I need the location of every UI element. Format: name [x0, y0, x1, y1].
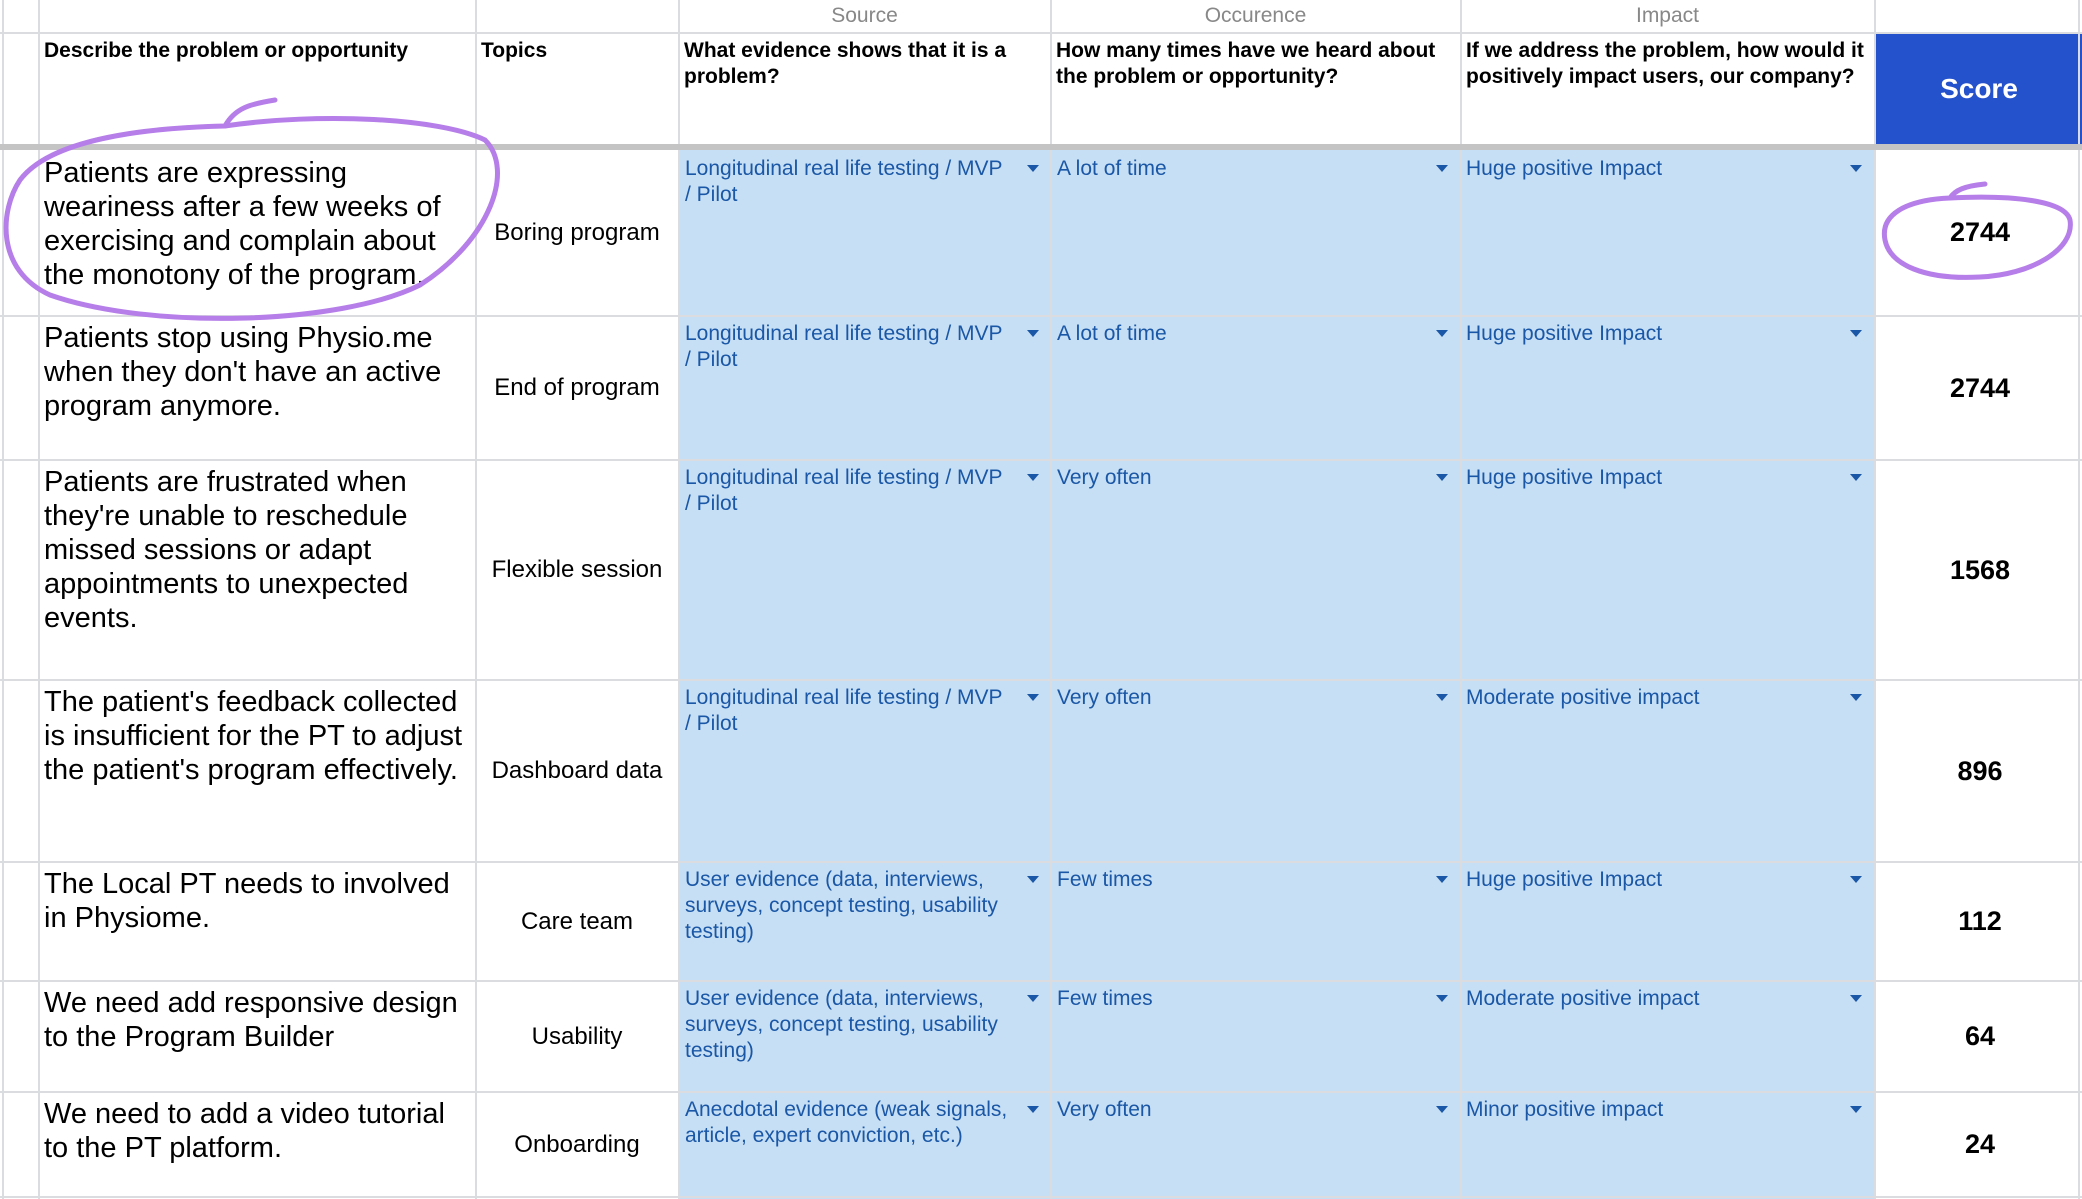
chevron-down-icon[interactable] — [1027, 876, 1039, 883]
chevron-down-icon[interactable] — [1436, 694, 1448, 701]
column-header-evidence[interactable]: What evidence shows that it is a problem? — [684, 39, 1007, 88]
frozen-row-divider[interactable] — [0, 144, 2082, 150]
occurence-dropdown[interactable]: Very often — [1057, 1098, 1152, 1121]
score-cell[interactable]: 64 — [1964, 1021, 1996, 1051]
problem-cell[interactable]: Patients are frustrated when they're unable to reschedule missed sessions or adapt appointments to unexpected events. — [44, 466, 409, 634]
chevron-down-icon[interactable] — [1436, 1106, 1448, 1113]
chevron-down-icon[interactable] — [1027, 474, 1039, 481]
impact-dropdown[interactable]: Minor positive impact — [1466, 1098, 1664, 1121]
occurence-dropdown[interactable]: Few times — [1057, 868, 1153, 891]
chevron-down-icon[interactable] — [1027, 165, 1039, 172]
topic-cell[interactable]: Dashboard data — [491, 757, 663, 784]
evidence-dropdown[interactable]: Longitudinal real life testing / MVP / Pilot — [685, 466, 1003, 515]
problem-cell[interactable]: The patient's feedback collected is insufficient for the PT to adjust the patient's program effectively. — [44, 686, 463, 786]
impact-dropdown[interactable]: Huge positive Impact — [1466, 322, 1663, 345]
chevron-down-icon[interactable] — [1850, 474, 1862, 481]
problem-cell[interactable]: Patients are expressing weariness after a few weeks of exercising and complain about the monotony of the program. — [44, 157, 441, 291]
chevron-down-icon[interactable] — [1850, 694, 1862, 701]
occurence-dropdown[interactable]: Few times — [1057, 987, 1153, 1010]
group-header-impact: Impact — [1635, 4, 1700, 27]
group-header-occurence: Occurence — [1204, 4, 1307, 27]
occurence-dropdown[interactable]: A lot of time — [1057, 322, 1167, 345]
chevron-down-icon[interactable] — [1027, 1106, 1039, 1113]
impact-dropdown[interactable]: Moderate positive impact — [1466, 686, 1700, 709]
column-header-topics[interactable]: Topics — [481, 39, 548, 62]
column-header-problem[interactable]: Describe the problem or opportunity — [44, 39, 409, 62]
column-header-occurence[interactable]: How many times have we heard about the problem or opportunity? — [1056, 39, 1436, 88]
annotation-stroke — [225, 100, 275, 126]
score-cell[interactable]: 2744 — [1949, 217, 2011, 247]
chevron-down-icon[interactable] — [1850, 876, 1862, 883]
impact-dropdown[interactable]: Huge positive Impact — [1466, 157, 1663, 180]
chevron-down-icon[interactable] — [1027, 330, 1039, 337]
evidence-dropdown[interactable]: Anecdotal evidence (weak signals, article, expert conviction, etc.) — [685, 1098, 1008, 1147]
evidence-dropdown[interactable]: User evidence (data, interviews, surveys, concept testing, usability testing) — [685, 987, 998, 1062]
dropdown-fill-occurence — [1051, 150, 1461, 1199]
score-cell[interactable]: 112 — [1958, 906, 2002, 936]
occurence-dropdown[interactable]: A lot of time — [1057, 157, 1167, 180]
group-header-source: Source — [831, 4, 898, 27]
score-cell[interactable]: 2744 — [1949, 372, 2011, 403]
topic-cell[interactable]: Boring program — [494, 218, 660, 246]
column-header-impact[interactable]: If we address the problem, how would it positively impact users, our company? — [1466, 39, 1864, 88]
topic-cell[interactable]: Usability — [531, 1022, 623, 1050]
evidence-dropdown[interactable]: User evidence (data, interviews, surveys, concept testing, usability testing) — [685, 868, 998, 943]
occurence-dropdown[interactable]: Very often — [1057, 466, 1152, 489]
problem-cell[interactable]: We need add responsive design to the Program Builder — [44, 987, 458, 1053]
chevron-down-icon[interactable] — [1027, 995, 1039, 1002]
chevron-down-icon[interactable] — [1436, 995, 1448, 1002]
occurence-dropdown[interactable]: Very often — [1057, 686, 1152, 709]
topic-cell[interactable]: Care team — [520, 907, 634, 935]
impact-dropdown[interactable]: Moderate positive impact — [1466, 987, 1700, 1010]
chevron-down-icon[interactable] — [1436, 165, 1448, 172]
chevron-down-icon[interactable] — [1436, 474, 1448, 481]
problem-cell[interactable]: Patients stop using Physio.me when they don't have an active program anymore. — [44, 322, 442, 422]
chevron-down-icon[interactable] — [1850, 995, 1862, 1002]
chevron-down-icon[interactable] — [1436, 330, 1448, 337]
chevron-down-icon[interactable] — [1850, 330, 1862, 337]
evidence-dropdown[interactable]: Longitudinal real life testing / MVP / Pilot — [685, 157, 1003, 206]
dropdown-fill-impact — [1461, 150, 1876, 1199]
topic-cell[interactable]: Onboarding — [514, 1130, 640, 1158]
chevron-down-icon[interactable] — [1850, 165, 1862, 172]
chevron-down-icon[interactable] — [1027, 694, 1039, 701]
impact-dropdown[interactable]: Huge positive Impact — [1466, 868, 1663, 891]
topic-cell[interactable]: End of program — [494, 374, 660, 401]
evidence-dropdown[interactable]: Longitudinal real life testing / MVP / Pilot — [685, 686, 1003, 735]
score-cell[interactable]: 896 — [1957, 755, 2003, 786]
score-cell[interactable]: 1568 — [1949, 554, 2011, 585]
problem-cell[interactable]: We need to add a video tutorial to the PT platform. — [44, 1098, 445, 1164]
evidence-dropdown[interactable]: Longitudinal real life testing / MVP / Pilot — [685, 322, 1003, 371]
chevron-down-icon[interactable] — [1850, 1106, 1862, 1113]
score-header[interactable] — [1876, 33, 2082, 144]
problem-cell[interactable]: The Local PT needs to involved in Physiome. — [44, 868, 450, 934]
topic-cell[interactable]: Flexible session — [491, 556, 663, 583]
score-header-label: Score — [1940, 72, 2018, 104]
impact-dropdown[interactable]: Huge positive Impact — [1466, 466, 1663, 489]
chevron-down-icon[interactable] — [1436, 876, 1448, 883]
score-cell[interactable]: 24 — [1964, 1129, 1996, 1159]
